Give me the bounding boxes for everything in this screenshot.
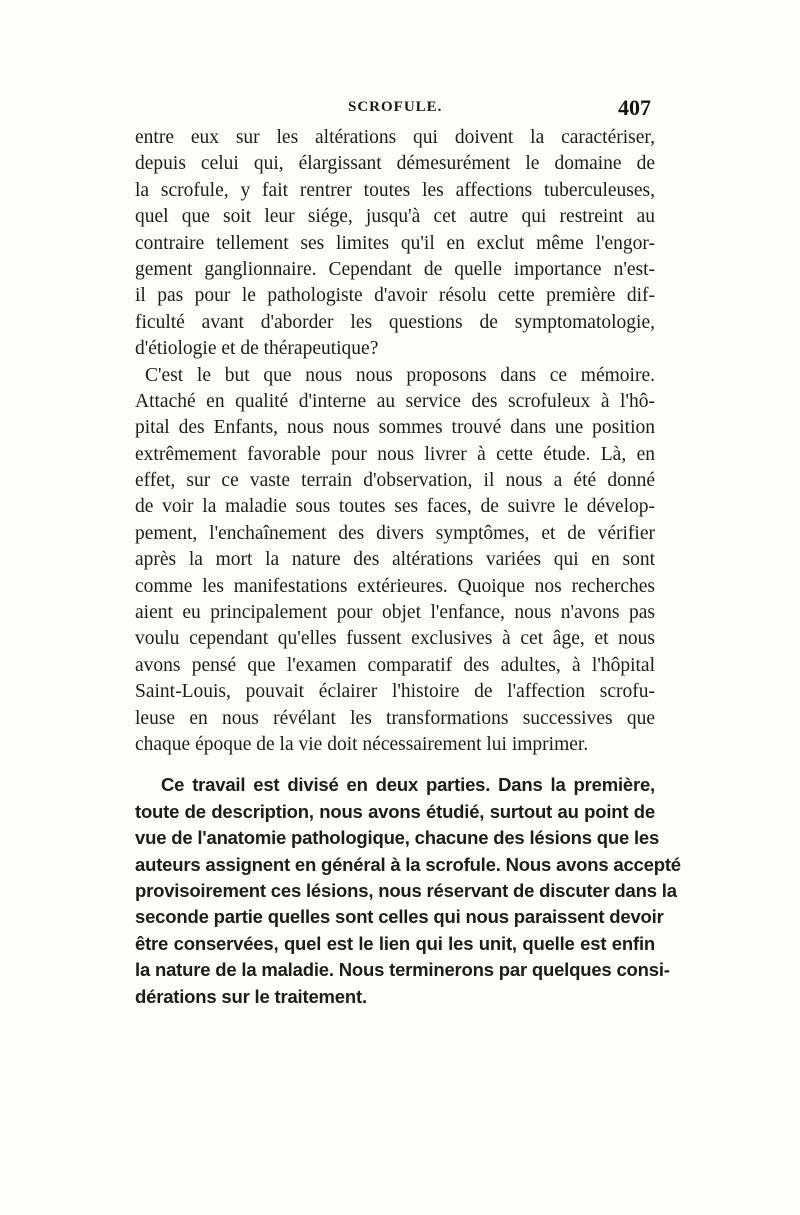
text-line: d'étiologie et de thérapeutique?: [135, 338, 379, 360]
text-line: C'est le but que nous nous proposons dans ce mémoire.: [145, 364, 655, 386]
text-line: pement, l'enchaînement des divers symptômes, et de vérifier: [135, 522, 655, 544]
text-line: être conservées, quel est le lien qui les unit, quelle est enfin: [135, 932, 655, 954]
text-line: voulu cependant qu'elles fussent exclusives à cet âge, et nous: [135, 628, 655, 650]
text-line: après la mort la nature des altérations variées qui en sont: [135, 549, 655, 571]
text-line: il pas pour le pathologiste d'avoir résolu cette première dif-: [135, 285, 655, 307]
text-line: comme les manifestations extérieures. Quoique nos recherches: [135, 575, 655, 597]
text-line: avons pensé que l'examen comparatif des adultes, à l'hôpital: [135, 654, 655, 676]
text-line: gement ganglionnaire. Cependant de quelle importance n'est-: [135, 258, 655, 280]
text-line: ficulté avant d'aborder les questions de symptomatologie,: [135, 311, 655, 333]
text-line: entre eux sur les altérations qui doivent la caractériser,: [135, 127, 655, 148]
paragraph-3: [135, 772, 681, 1010]
text-line: pital des Enfants, nous nous sommes trouvé dans une position: [135, 417, 655, 439]
paragraph-2: [135, 363, 655, 759]
text-line: dérations sur le traitement.: [135, 985, 367, 1007]
text-line: aient eu principalement pour objet l'enfance, nous n'avons pas: [135, 602, 655, 624]
text-line: Attaché en qualité d'interne au service des scrofuleux à l'hô-: [135, 390, 655, 412]
text-line: Saint-Louis, pouvait éclairer l'histoire de l'affection scrofu-: [135, 681, 655, 703]
text-line: la nature de la maladie. Nous terminerons par quelques consi-: [135, 959, 670, 981]
text-line: quel que soit leur siége, jusqu'à cet autre qui restreint au: [135, 206, 655, 228]
text-line: la scrofule, y fait rentrer toutes les affections tuberculeuses,: [135, 179, 655, 201]
running-title: SCROFULE.: [348, 99, 443, 115]
text-line: extrêmement favorable pour nous livrer à cette étude. Là, en: [135, 443, 655, 465]
text-line: leuse en nous révélant les transformations successives que: [135, 707, 655, 729]
text-line: contraire tellement ses limites qu'il en exclut même l'engor-: [135, 232, 655, 254]
text-line: provisoirement ces lésions, nous réservant de discuter dans la: [135, 879, 677, 901]
text-line: chaque époque de la vie doit nécessairement lui imprimer.: [135, 733, 589, 755]
page-number: 407: [618, 95, 651, 120]
text-line: depuis celui qui, élargissant démesurément le domaine de: [135, 153, 655, 175]
text-line: seconde partie quelles sont celles qui nous paraissent devoir: [135, 906, 664, 928]
text-line: toute de description, nous avons étudié, surtout au point de: [135, 800, 655, 822]
text-line: Ce travail est divisé en deux parties. Dans la première,: [161, 774, 655, 796]
text-line: vue de l'anatomie pathologique, chacune des lésions que les: [135, 827, 660, 849]
body-text: [135, 125, 681, 1010]
text-line: auteurs assignent en général à la scrofule. Nous avons accepté: [135, 853, 681, 875]
text-line: effet, sur ce vaste terrain d'observation, il nous a été donné: [135, 470, 655, 492]
page-header: [135, 95, 655, 125]
text-line: de voir la maladie sous toutes ses faces, de suivre le dévelop-: [135, 496, 655, 518]
paragraph-1: [135, 125, 655, 363]
